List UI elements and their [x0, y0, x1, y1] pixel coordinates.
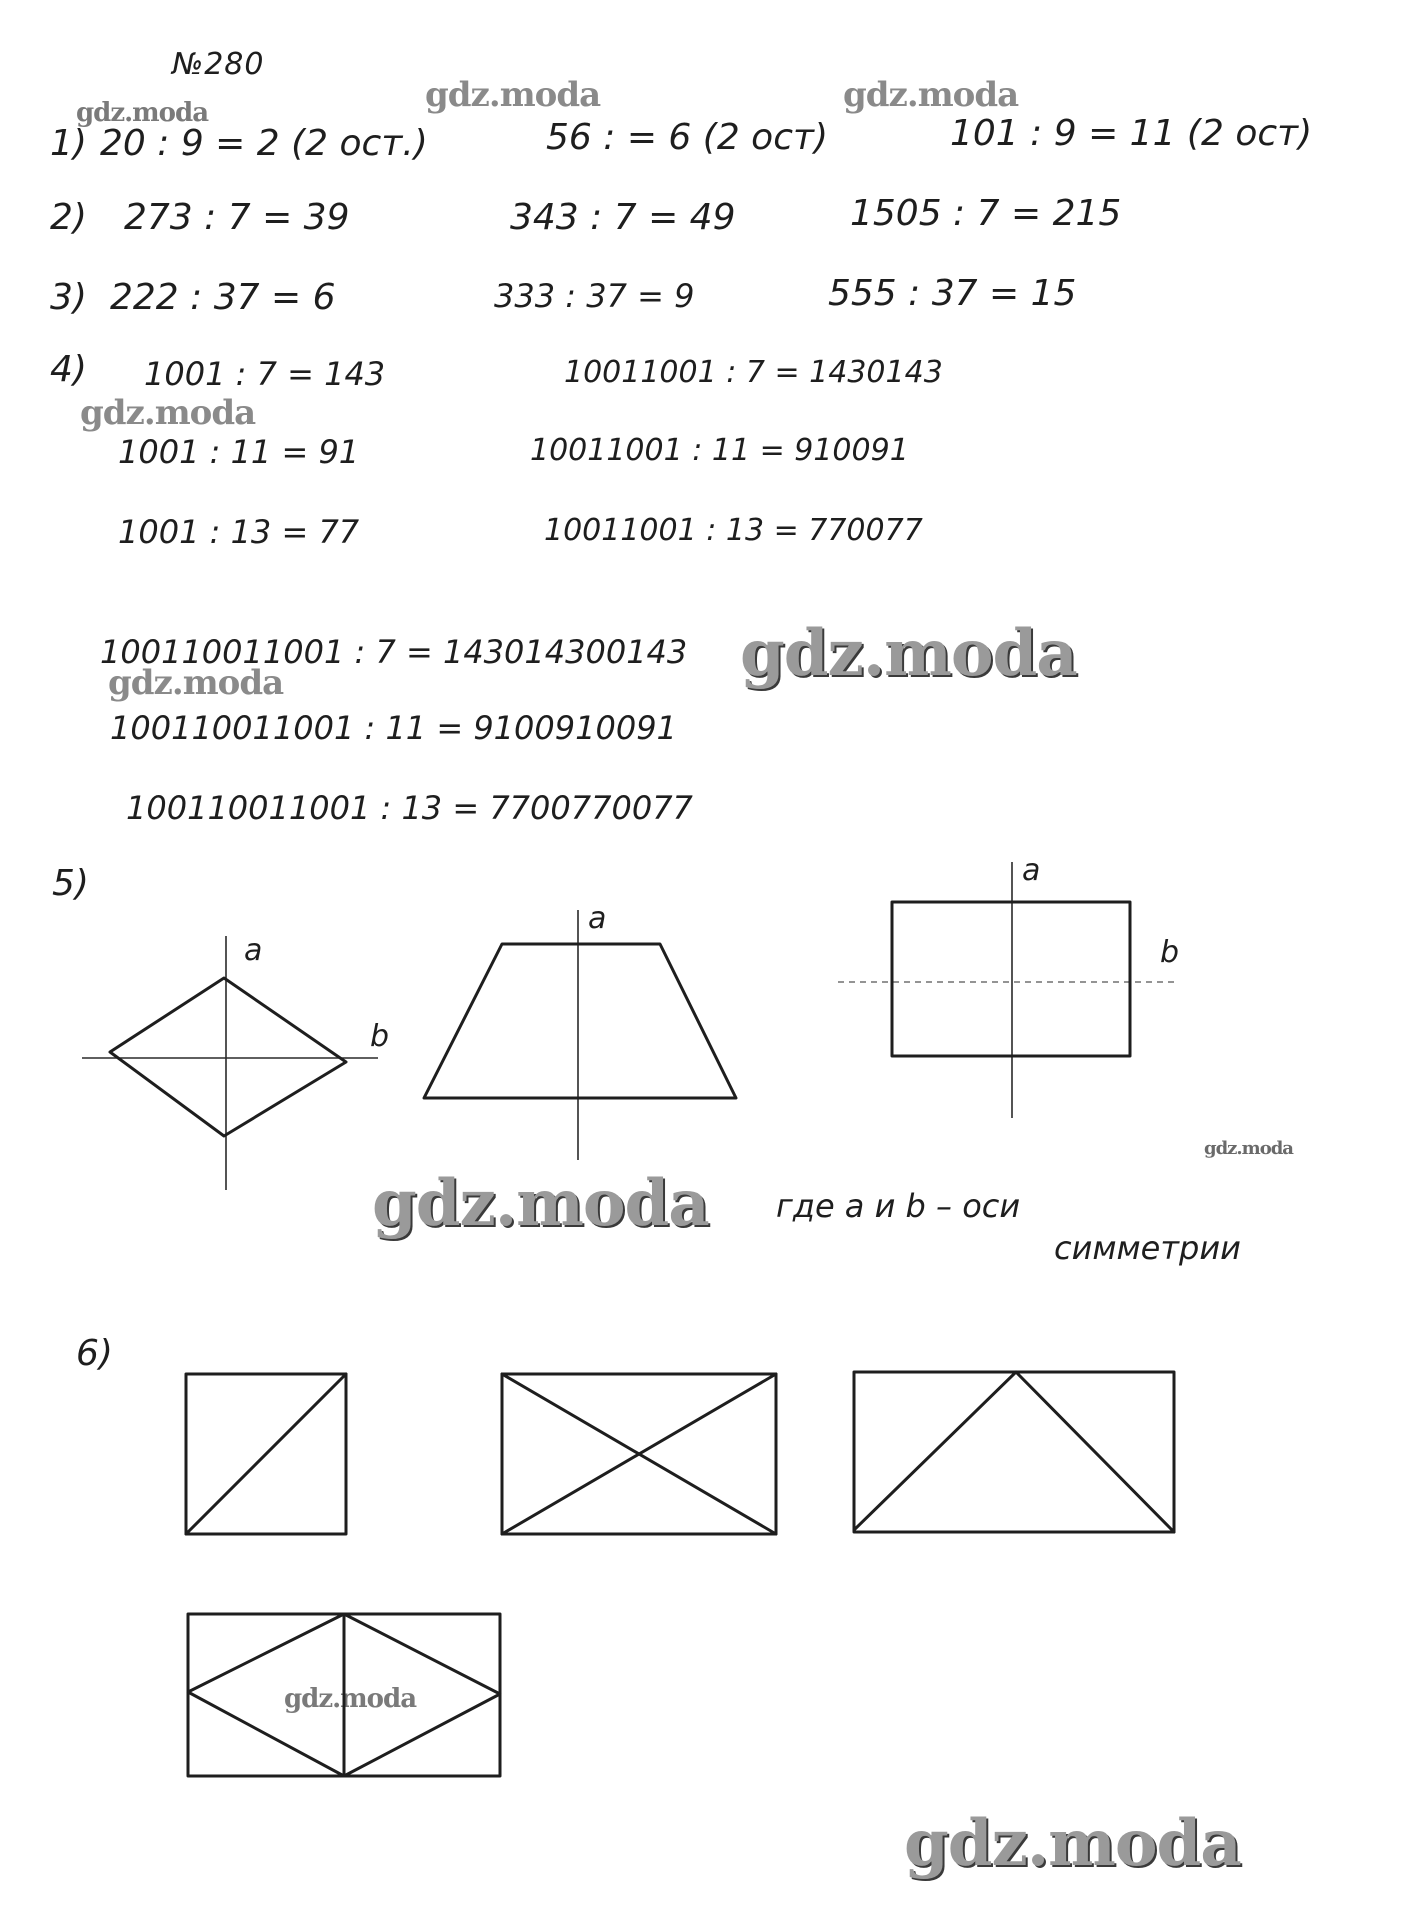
part1-label: 1): [50, 123, 87, 164]
square-diagonal-figure: [186, 1374, 346, 1534]
trapezoid-figure: [424, 901, 736, 1160]
part4-right-2: 10011001 : 11 = 910091: [530, 433, 909, 468]
part1-item-2: 56 : = 6 (2 ост): [546, 117, 829, 158]
axis-b-label: b: [1160, 935, 1180, 970]
watermark: gdz.moda: [108, 663, 284, 703]
axis-a-label: a: [1022, 853, 1041, 888]
rhombus-figure: [82, 933, 389, 1190]
watermark: gdz.moda: [904, 1806, 1241, 1881]
task-number: №280: [172, 47, 265, 82]
part1-item-3: 101 : 9 = 11 (2 ост): [950, 113, 1313, 154]
part4-long-2: 100110011001 : 11 = 9100910091: [110, 709, 677, 747]
part3-item-3: 555 : 37 = 15: [828, 273, 1077, 314]
rectangle-figure: [838, 853, 1179, 1118]
symmetry-note-line2: симметрии: [1054, 1229, 1241, 1267]
trapezoid-shape: [424, 944, 736, 1098]
symmetry-note-line1: где a и b – оси: [776, 1187, 1021, 1225]
part4-label: 4): [50, 349, 87, 390]
part4-long-3: 100110011001 : 13 = 7700770077: [126, 789, 693, 827]
part3-label: 3): [50, 277, 87, 318]
rectangle-rhombus-figure: [188, 1614, 500, 1776]
watermark: gdz.moda: [372, 1166, 709, 1241]
rhombus-shape: [110, 978, 346, 1136]
part3-item-1: 222 : 37 = 6: [110, 277, 336, 318]
rectangle-triangle-figure: [854, 1372, 1174, 1532]
part4-right-3: 10011001 : 13 = 770077: [544, 513, 923, 548]
watermark: gdz.moda: [740, 616, 1077, 691]
diagonal-line: [186, 1374, 346, 1534]
watermark: gdz.moda: [76, 98, 209, 128]
watermark: gdz.moda: [80, 393, 256, 433]
watermark: gdz.moda: [284, 1684, 417, 1714]
part2-item-3: 1505 : 7 = 215: [850, 193, 1122, 234]
axis-a-label: a: [244, 933, 263, 968]
axis-a-label: a: [588, 901, 607, 936]
part2-item-1: 273 : 7 = 39: [124, 197, 350, 238]
part2-item-2: 343 : 7 = 49: [510, 197, 736, 238]
part3-item-2: 333 : 37 = 9: [494, 277, 695, 315]
part4-right-1: 10011001 : 7 = 1430143: [564, 355, 943, 390]
part4-long-1: 100110011001 : 7 = 143014300143: [100, 633, 688, 671]
rectangle-shape: [892, 902, 1130, 1056]
rectangle-diagonals-figure: [502, 1374, 776, 1534]
part5-label: 5): [52, 863, 89, 904]
part1-item-1: 20 : 9 = 2 (2 ост.): [100, 123, 428, 164]
axis-b-label: b: [370, 1019, 390, 1054]
watermark: gdz.moda: [843, 75, 1019, 115]
part6-label: 6): [76, 1333, 113, 1374]
part4-left-3: 1001 : 13 = 77: [118, 513, 360, 551]
rectangle-shape: [854, 1372, 1174, 1532]
watermark: gdz.moda: [1204, 1138, 1293, 1159]
watermark: gdz.moda: [425, 75, 601, 115]
triangle-lines: [854, 1372, 1174, 1532]
part4-left-1: 1001 : 7 = 143: [144, 355, 386, 393]
part2-label: 2): [50, 197, 87, 238]
part4-left-2: 1001 : 11 = 91: [118, 433, 360, 471]
